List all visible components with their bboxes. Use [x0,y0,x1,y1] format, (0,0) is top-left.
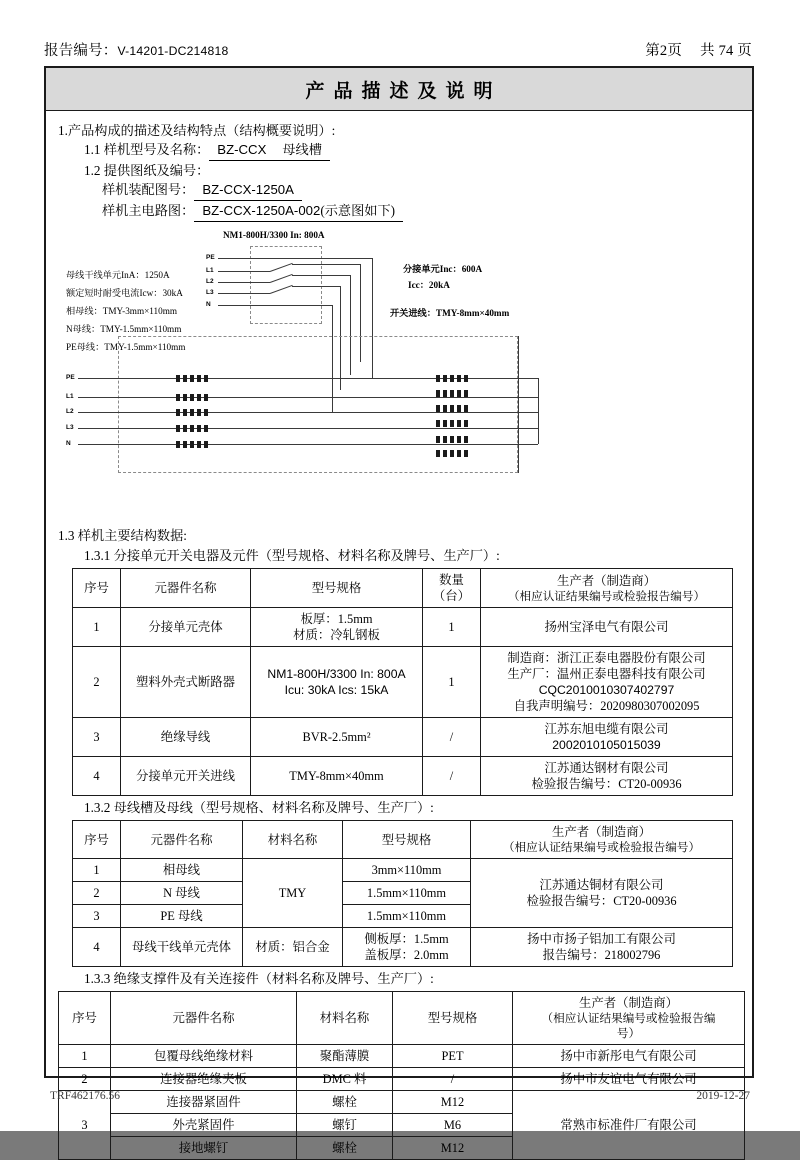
cell-no: 3 [59,1091,111,1160]
th-spec: 型号规格 [251,569,423,608]
cell-maker-group: 常熟市标准件厂有限公司 [513,1091,745,1160]
cell-no: 4 [73,928,121,967]
cell-name: 绝缘导线 [121,718,251,757]
lead-l1 [218,271,270,272]
th-maker [513,992,745,1045]
circuit-schematic [58,226,744,526]
section132-heading: 1.3.2 母线槽及母线（型号规格、材料名称及牌号、生产厂）: [84,800,434,815]
table-row [59,1045,745,1068]
drawing-circuit-note: (示意图如下) [320,203,396,218]
out-run-pe [320,258,372,259]
note-switch-incoming: 开关进线：TMY-8mm×40mm [390,308,510,318]
breaker-out-l2 [292,275,320,276]
cell-maker-line1: 江苏东旭电缆有限公司 [544,722,669,736]
busbar-l3 [78,428,538,429]
busway-right-edge [518,336,519,473]
model-name-field [209,140,330,161]
out-run-l2 [320,275,350,276]
cell-no: 2 [73,882,121,905]
th-maker-line2: （相应认证结果编号或检验报告编号） [507,589,706,603]
table-row [73,647,733,718]
connector-extra-right [436,450,470,457]
note-short-time-current: 额定短时耐受电流Icw：30kA [66,288,183,298]
cell-no: 3 [73,905,121,928]
cell-name: 母线干线单元壳体 [121,928,243,967]
cell-maker-line2: 生产厂：温州正泰电器科技有限公司 [507,667,706,681]
cell-spec-line2: Icu: 30kA Ics: 15kA [284,683,389,697]
cell-no: 2 [73,647,121,718]
breaker-label-l2: L2 [206,278,214,285]
cell-no: 1 [73,608,121,647]
bus-label-l1: L1 [66,393,74,400]
cell-maker: 扬中市新彤电气有限公司 [513,1045,745,1068]
breaker-label-pe: PE [206,254,215,261]
table-header-row [73,821,733,859]
page-header [44,36,756,62]
note-pe-bus: PE母线：TMY-1.5mm×110mm [66,342,186,352]
th-material: 材料名称 [297,992,393,1045]
table-header-row [59,992,745,1045]
item-1-2: 1.2 提供图纸及编号： [84,163,210,178]
connector-n-right [436,436,470,443]
th-qty-line2: （台） [432,589,471,603]
cell-spec: M6 [393,1114,513,1137]
cell-material: 螺栓 [297,1137,393,1160]
cell-maker-line1: 扬中市扬子铝加工有限公司 [527,932,676,946]
breaker-label-l1: L1 [206,267,214,274]
out-run-l1 [320,264,360,265]
cell-name: 塑料外壳式断路器 [121,647,251,718]
cell-maker [481,647,733,718]
product-name: 母线槽 [282,142,322,157]
page-numbering [645,39,756,60]
th-name: 元器件名称 [111,992,297,1045]
cell-maker-line2: 检验报告编号：CT20-00936 [531,777,682,791]
cell-maker-line1: 江苏通达铜材有限公司 [539,878,664,892]
cell-name: 相母线 [121,859,243,882]
table-busway-busbar [72,820,733,967]
cell-qty: 1 [423,647,481,718]
th-maker-line2: （相应认证结果编号或检验报告编 [541,1012,716,1025]
breaker-title: NM1-800H/3300 In: 800A [223,230,325,240]
table-row [73,859,733,882]
connector-l1-left [176,394,210,401]
table-row [59,1068,745,1091]
note-bus-trunk-current: 母线干线单元InA：1250A [66,270,170,280]
cell-spec: / [393,1068,513,1091]
bus-label-l2: L2 [66,408,74,415]
cell-spec-line1: NM1-800H/3300 In: 800A [267,667,406,681]
cell-maker [481,608,733,647]
cell-spec-line2: 材质：冷轧钢板 [293,628,380,642]
cell-spec [251,608,423,647]
drawing-circuit-value: BZ-CCX-1250A-002 [202,203,321,218]
cell-maker-line2: 2002010105015039 [552,738,661,752]
cell-material: DMC 料 [297,1068,393,1091]
section1-heading: 1.产品构成的描述及结构特点（结构概要说明）: [58,123,336,138]
cell-spec: 1.5mm×110mm [343,882,471,905]
connector-l2-right [436,405,470,412]
out-run-n [320,305,332,306]
cell-maker-line1: 制造商：浙江正泰电器股份有限公司 [507,651,706,665]
table-row [73,757,733,796]
drawing-circuit-row [58,201,740,222]
th-spec: 型号规格 [343,821,471,859]
cell-maker-line1: 扬州宝泽电气有限公司 [544,620,669,634]
table-tap-unit-components [72,568,733,796]
cell-material: 螺钉 [297,1114,393,1137]
table-insulation-supports [58,991,745,1160]
cell-spec [343,928,471,967]
connector-l3-left [176,425,210,432]
cell-spec: TMY-8mm×40mm [251,757,423,796]
cell-qty: / [423,757,481,796]
document-body [46,111,752,1160]
section13-heading: 1.3 样机主要结构数据: [58,528,187,543]
cell-spec-line2: 盖板厚：2.0mm [364,948,449,962]
drawing-assembly-label: 样机装配图号： [102,182,195,197]
title-band [46,68,752,111]
cell-maker-line1: 江苏通达钢材有限公司 [544,761,669,775]
cell-qty: 1 [423,608,481,647]
cell-name: 外壳紧固件 [111,1114,297,1137]
drawing-circuit-label: 样机主电路图： [102,203,195,218]
item-1-1-label: 1.1 样机型号及名称： [84,142,210,157]
cell-spec: 3mm×110mm [343,859,471,882]
busbar-l1 [78,397,538,398]
busbar-l2 [78,412,538,413]
cell-material: 材质：铝合金 [243,928,343,967]
connector-pe-right [436,375,470,382]
section133-heading: 1.3.3 绝缘支撑件及有关连接件（材料名称及牌号、生产厂）: [84,971,434,986]
th-no: 序号 [59,992,111,1045]
th-spec: 型号规格 [393,992,513,1045]
busbar-n [78,444,538,445]
cell-no: 2 [59,1068,111,1091]
connector-l3-right [436,420,470,427]
th-maker-line3: 号） [616,1027,641,1040]
page-footer [50,1090,750,1102]
th-qty [423,569,481,608]
drawing-assembly-field [194,180,302,201]
cell-maker: 扬中市友谊电气有限公司 [513,1068,745,1091]
cell-name: N 母线 [121,882,243,905]
cell-spec: M12 [393,1091,513,1114]
cell-spec: 1.5mm×110mm [343,905,471,928]
table-row [73,928,733,967]
cell-maker-line4: 自我声明编号：2020980307002095 [513,699,700,713]
bus-label-n: N [66,440,71,447]
drawing-assembly-row [58,180,740,201]
report-number-value: V-14201-DC214818 [117,43,229,58]
connector-l1-right [436,390,470,397]
cell-maker-line2: 报告编号：218002796 [542,948,661,962]
th-maker [471,821,733,859]
connector-n-left [176,441,210,448]
lead-l2 [218,282,270,283]
drawing-circuit-field [194,201,403,222]
cell-maker [471,928,733,967]
section131-heading: 1.3.1 分接单元开关电器及元件（型号规格、材料名称及牌号、生产厂）: [84,548,500,563]
th-no: 序号 [73,821,121,859]
lead-pe [218,258,320,259]
cell-maker [481,757,733,796]
report-number [44,39,228,60]
cell-material: 螺栓 [297,1091,393,1114]
cell-spec: PET [393,1045,513,1068]
out-run-l3 [320,286,340,287]
breaker-label-n: N [206,301,211,308]
table-header-row [73,569,733,608]
cell-name: PE 母线 [121,905,243,928]
item-1-1 [58,140,740,161]
connector-pe-left [176,375,210,382]
page-total: 共 74 页 [700,42,752,59]
cell-maker-group [471,859,733,928]
cell-no: 1 [59,1045,111,1068]
lead-l3 [218,293,270,294]
cell-material-group: TMY [243,859,343,928]
cell-spec: BVR-2.5mm² [251,718,423,757]
table-row [73,608,733,647]
cell-name: 连接器紧固件 [111,1091,297,1114]
cell-name: 分接单元壳体 [121,608,251,647]
th-maker [481,569,733,608]
cell-name: 分接单元开关进线 [121,757,251,796]
cell-name: 连接器绝缘夹板 [111,1068,297,1091]
th-no: 序号 [73,569,121,608]
th-name: 元器件名称 [121,821,243,859]
cell-no: 3 [73,718,121,757]
breaker-out-l1 [292,264,320,265]
note-n-bus: N母线：TMY-1.5mm×110mm [66,324,182,334]
th-material: 材料名称 [243,821,343,859]
cell-spec-line1: 侧板厚：1.5mm [364,932,449,946]
cell-maker-line2: 检验报告编号：CT20-00936 [526,894,677,908]
lead-n [218,305,320,306]
cell-qty: / [423,718,481,757]
bus-label-l3: L3 [66,424,74,431]
page-current: 第2页 [645,42,683,59]
drawing-assembly-value: BZ-CCX-1250A [202,182,294,197]
cell-name: 接地螺钉 [111,1137,297,1160]
cell-no: 4 [73,757,121,796]
cell-maker [481,718,733,757]
footer-doc-code: TRF462176.56 [50,1090,120,1102]
cell-spec [251,647,423,718]
note-phase-bus: 相母线：TMY-3mm×110mm [66,306,178,316]
cell-spec-line1: 板厚：1.5mm [300,612,373,626]
table-row [73,718,733,757]
cell-name: 包覆母线绝缘材料 [111,1045,297,1068]
footer-date: 2019-12-27 [696,1090,750,1102]
cell-spec: M12 [393,1137,513,1160]
connector-l2-left [176,409,210,416]
th-maker-line1: 生产者（制造商） [578,996,679,1010]
breaker-label-l3: L3 [206,289,214,296]
th-maker-line1: 生产者（制造商） [556,573,657,588]
cell-no: 1 [73,859,121,882]
bus-label-pe: PE [66,374,75,381]
model-code: BZ-CCX [217,142,267,157]
breaker-out-l3 [292,286,320,287]
busbar-right-rail [538,378,539,444]
th-name: 元器件名称 [121,569,251,608]
th-maker-line1: 生产者（制造商） [551,825,652,839]
th-maker-line2: （相应认证结果编号或检验报告编号） [502,841,701,854]
cell-material: 聚酯薄膜 [297,1045,393,1068]
th-qty-line1: 数量 [439,573,464,587]
note-icc: Icc：20kA [408,280,450,290]
page-title: 产品描述及说明 [305,80,502,102]
note-tap-unit-current: 分接单元Inc：600A [403,264,483,274]
cell-maker-line3: CQC2010010307402797 [538,683,675,697]
report-number-label: 报告编号： [44,42,118,59]
